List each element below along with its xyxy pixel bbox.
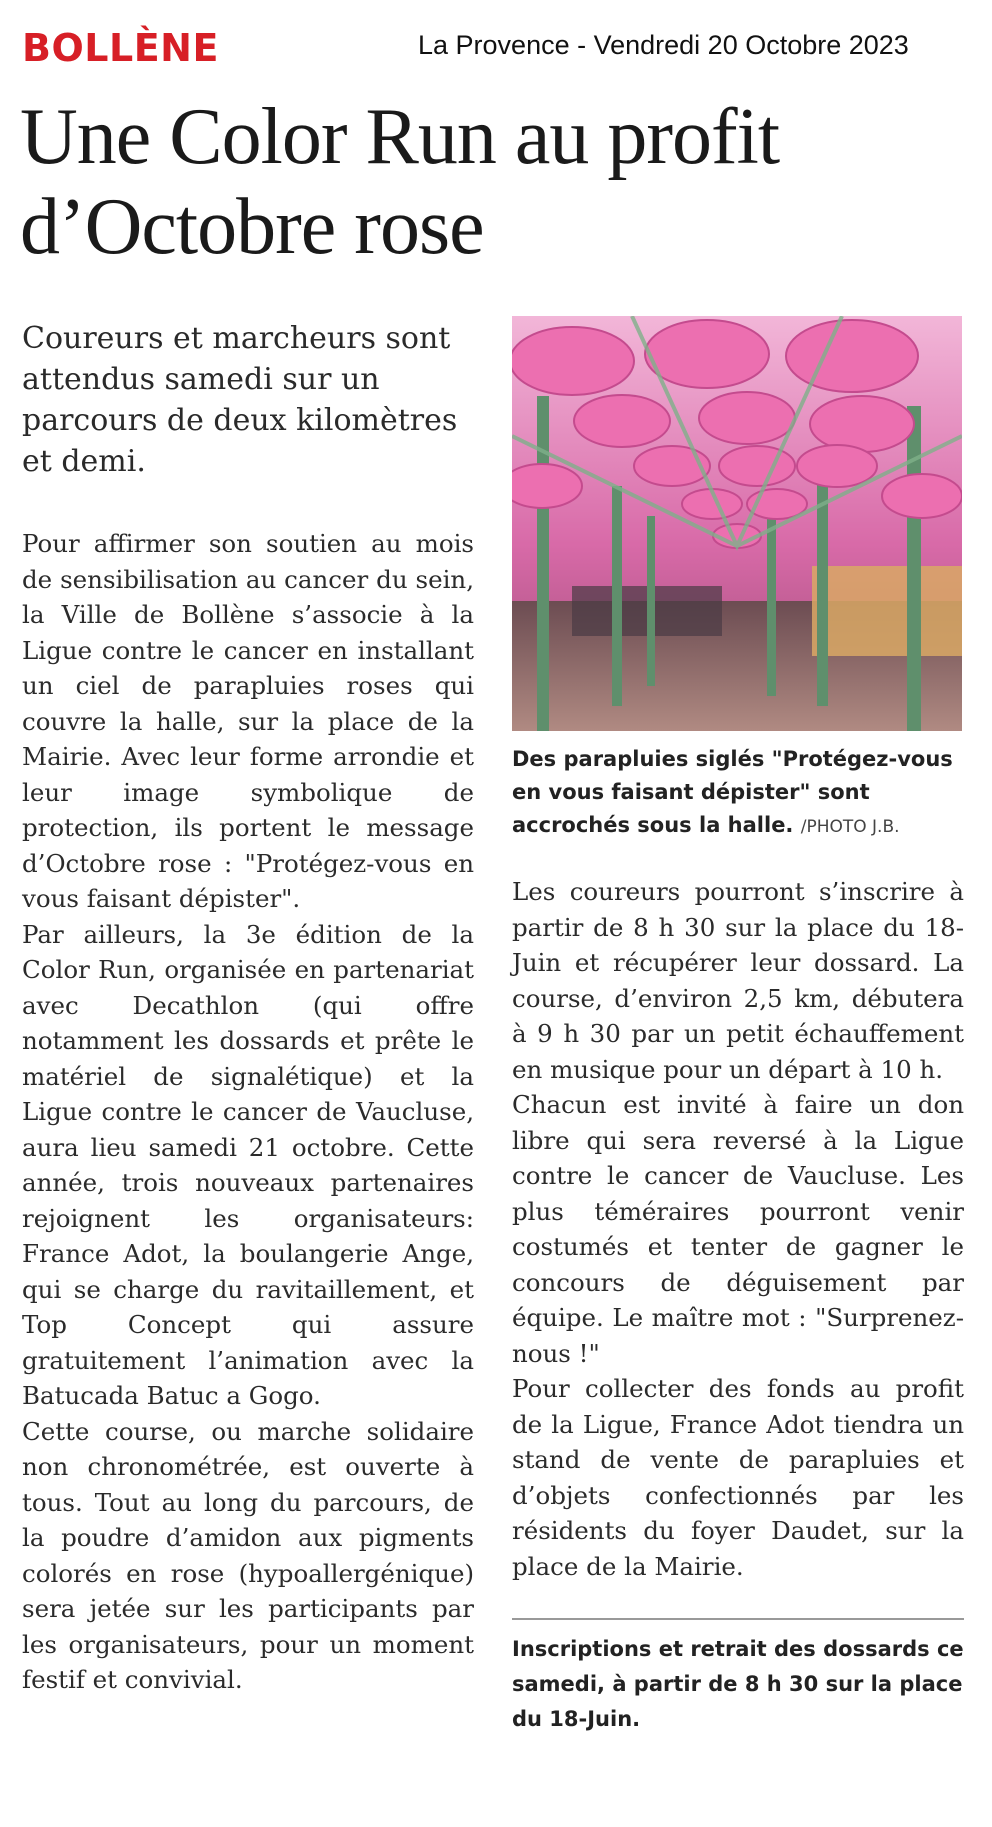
left-column — [22, 318, 474, 1698]
paragraph: Chacun est invité à faire un don libre qui sera reversé à la Ligue contre le cancer de Vaucluse. Les plus téméraires pourront venir costumés et tenter de gagner le concours de déguisement par équipe. Le maître mot : "Surprenez-nous !" — [512, 1090, 964, 1368]
paragraph: Les coureurs pourront s’inscrire à partir de 8 h 30 sur la place du 18-Juin et récupérer leur dossard. La course, d’environ 2,5 km, débutera à 9 h 30 par un petit échauffement en musique pour un départ à 10 h. — [512, 877, 964, 1084]
photo-caption — [512, 743, 964, 844]
divider — [512, 1618, 964, 1620]
paragraph: Cette course, ou marche solidaire non chronométrée, est ouverte à tous. Tout au long du parcours, de la poudre d’amidon aux pigments colorés en rose (hypoallergénique) sera jetée sur les participants par les organisateurs, pour un moment festif et convivial. — [22, 1416, 474, 1694]
paragraph: Par ailleurs, la 3e édition de la Color Run, organisée en partenariat avec Decathlon (qui offre notamment les dossards et prête le matériel de signalétique) et la Ligue contre le cancer de Vaucluse, aura lieu samedi 21 octobre. Cette année, trois nouveaux partenaires rejoignent les organisateurs: France Adot, la boulangerie Ange, qui se charge du ravitaillement, et Top Concept qui assure gratuitement l’animation avec la Batucada Batuc a Gogo. — [22, 919, 474, 1410]
article-lead: Coureurs et marcheurs sont attendus samedi sur un parcours de deux kilomètres et demi. — [22, 321, 458, 479]
article-headline: Une Color Run au profit d’Octobre rose — [20, 93, 780, 271]
photo-credit: /PHOTO J.B. — [800, 817, 900, 837]
right-body — [512, 874, 964, 1584]
umbrella-photo — [512, 316, 962, 731]
right-column — [512, 316, 964, 1737]
paragraph: Pour affirmer son soutien au mois de sensibilisation au cancer du sein, la Ville de Bollène s’associe à la Ligue contre le cancer en installant un ciel de parapluies roses qui couvre la halle, sur la place de la Mairie. Avec leur forme arrondie et leur image symbolique de protection, ils portent le message d’Octobre rose : "Protégez-vous en vous faisant dépister". — [22, 529, 474, 913]
info-box: Inscriptions et retrait des dossards ce samedi, à partir de 8 h 30 sur la place du 18-Juin. — [512, 1637, 964, 1731]
left-body — [22, 526, 474, 1698]
publication-source: La Provence - Vendredi 20 Octobre 2023 — [418, 30, 909, 60]
caption-text: Des parapluies siglés "Protégez-vous en vous faisant dépister" sont accrochés sous la halle. — [512, 747, 953, 837]
section-label: BOLLÈNE — [22, 26, 219, 70]
paragraph: Pour collecter des fonds au profit de la Ligue, France Adot tiendra un stand de vente de parapluies et d’objets confectionnés par les résidents du foyer Daudet, sur la place de la Mairie. — [512, 1374, 964, 1581]
